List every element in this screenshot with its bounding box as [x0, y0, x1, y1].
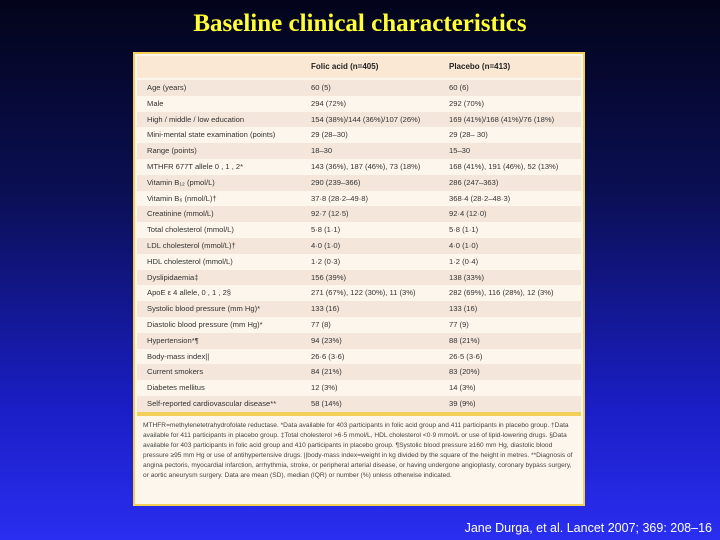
placebo-value: 4·0 (1·0) [449, 240, 479, 250]
placebo-value: 138 (33%) [449, 272, 485, 282]
placebo-value: 286 (247–363) [449, 177, 499, 187]
table-row [137, 396, 581, 412]
folic-acid-value: 156 (39%) [311, 272, 347, 282]
folic-acid-value: 12 (3%) [311, 383, 338, 393]
folic-acid-value: 133 (16) [311, 304, 340, 314]
placebo-value: 133 (16) [449, 304, 478, 314]
placebo-value: 1·2 (0·4) [449, 256, 479, 266]
row-label: LDL cholesterol (mmol/L)† [147, 240, 236, 250]
row-label: Hypertension*¶ [147, 335, 199, 345]
row-label: MTHFR 677T allele 0 , 1 , 2* [147, 161, 244, 171]
folic-acid-value: 77 (8) [311, 319, 331, 329]
placebo-value: 60 (6) [449, 83, 469, 92]
table-footnote: MTHFR=methylenetetrahydrofolate reductase. *Data available for 403 participants in folic acid group and 411 participants in placebo group. †Data available for 411 participants in placebo group. ‡Total cholesterol >6·5 mmol/L, HDL cholesterol <0·9 mmol/L or use of lipid-lowering drugs. §Data available for 403 participants in folic acid group and 410 participants in placebo group. ¶Systolic blood pressure ≥160 mm Hg, diastolic blood pressure ≥95 mm Hg or use of antihypertensive drugs. ||body-mass index=weight in kg divided by the square of the height in metres. **Diagnosis of angina pectoris, myocardial infarction, arrhythmia, stroke, or peripheral arterial disease, or having undergone angioplasty, coronary bypass surgery, or aortic aneurysm surgery. Data are mean (SD), median (IQR) or number (%) unless otherwise indicated. [143, 422, 573, 479]
folic-acid-value: 26·6 (3·6) [311, 351, 345, 361]
placebo-value: 29 (28– 30) [449, 130, 488, 140]
table-body [137, 80, 581, 412]
row-label: Systolic blood pressure (mm Hg)* [147, 304, 261, 314]
placebo-value: 92·4 (12·0) [449, 209, 487, 219]
row-label: Range (points) [147, 146, 197, 156]
folic-acid-value: 60 (5) [311, 83, 331, 92]
placebo-value: 88 (21%) [449, 335, 480, 345]
folic-acid-value: 1·2 (0·3) [311, 256, 341, 266]
folic-acid-value: 4·0 (1·0) [311, 240, 341, 250]
folic-acid-value: 5·8 (1·1) [311, 225, 341, 235]
placebo-value: 282 (69%), 116 (28%), 12 (3%) [449, 288, 554, 298]
folic-acid-value: 58 (14%) [311, 398, 342, 408]
placebo-value: 26·5 (3·6) [449, 351, 483, 361]
folic-acid-value: 92·7 (12·5) [311, 209, 349, 219]
table-row [137, 254, 581, 270]
placebo-value: 77 (9) [449, 319, 469, 329]
table-row [137, 159, 581, 175]
row-label: HDL cholesterol (mmol/L) [147, 256, 233, 266]
row-label: Current smokers [147, 367, 204, 377]
row-label: Vitamin B₁₂ (pmol/L) [147, 177, 215, 187]
table-divider [137, 412, 581, 416]
table-row [137, 285, 581, 301]
table-row [137, 333, 581, 349]
table-row [137, 143, 581, 159]
slide-title: Baseline clinical characteristics [193, 10, 527, 37]
table-row [137, 96, 581, 112]
folic-acid-value: 271 (67%), 122 (30%), 11 (3%) [311, 288, 416, 298]
row-label: Creatinine (mmol/L) [147, 209, 214, 219]
row-label: Body-mass index|| [147, 351, 210, 361]
table-header [137, 56, 581, 78]
table-row [137, 238, 581, 254]
table-row [137, 206, 581, 222]
row-label: Dyslipidaemia‡ [147, 272, 199, 282]
row-label: Male [147, 98, 164, 108]
row-label: ApoE ε 4 allele, 0 , 1 , 2§ [147, 288, 232, 298]
folic-acid-value: 290 (239–366) [311, 177, 361, 187]
folic-acid-value: 154 (38%)/144 (36%)/107 (26%) [311, 114, 421, 124]
table-row [137, 191, 581, 207]
row-label: Mini-mental state examination (points) [147, 130, 276, 140]
table-row [137, 364, 581, 380]
placebo-value: 169 (41%)/168 (41%)/76 (18%) [449, 114, 555, 124]
folic-acid-value: 94 (23%) [311, 335, 342, 345]
header-folic-acid: Folic acid (n=405) [311, 62, 379, 71]
placebo-value: 14 (3%) [449, 383, 476, 393]
folic-acid-value: 29 (28–30) [311, 130, 348, 140]
placebo-value: 168 (41%), 191 (46%), 52 (13%) [449, 161, 559, 171]
table-row [137, 349, 581, 365]
row-label: Self-reported cardiovascular disease** [147, 398, 277, 408]
row-label: Diabetes mellitus [147, 383, 205, 393]
table-row [137, 301, 581, 317]
placebo-value: 83 (20%) [449, 367, 480, 377]
table-row [137, 380, 581, 396]
placebo-value: 15–30 [449, 146, 471, 156]
table-row [137, 112, 581, 128]
table-row [137, 175, 581, 191]
row-label: Diastolic blood pressure (mm Hg)* [147, 319, 263, 329]
table-row [137, 270, 581, 286]
row-label: Total cholesterol (mmol/L) [147, 225, 234, 235]
folic-acid-value: 18–30 [311, 146, 333, 156]
folic-acid-value: 84 (21%) [311, 367, 342, 377]
table-row [137, 80, 581, 96]
row-label: High / middle / low education [147, 114, 245, 124]
row-label: Vitamin B₆ (nmol/L)† [147, 193, 217, 203]
folic-acid-value: 143 (36%), 187 (46%), 73 (18%) [311, 161, 421, 171]
citation: Jane Durga, et al. Lancet 2007; 369: 208–16 [464, 521, 712, 535]
placebo-value: 292 (70%) [449, 98, 485, 108]
placebo-value: 5·8 (1·1) [449, 225, 479, 235]
table-row [137, 317, 581, 333]
table-row [137, 222, 581, 238]
folic-acid-value: 294 (72%) [311, 98, 347, 108]
placebo-value: 39 (9%) [449, 398, 476, 408]
table-row [137, 127, 581, 143]
row-label: Age (years) [147, 83, 187, 92]
header-placebo: Placebo (n=413) [449, 62, 511, 71]
characteristics-table-panel [133, 52, 585, 506]
folic-acid-value: 37·8 (28·2–49·8) [311, 193, 368, 203]
placebo-value: 368·4 (28·2–48·3) [449, 193, 511, 203]
